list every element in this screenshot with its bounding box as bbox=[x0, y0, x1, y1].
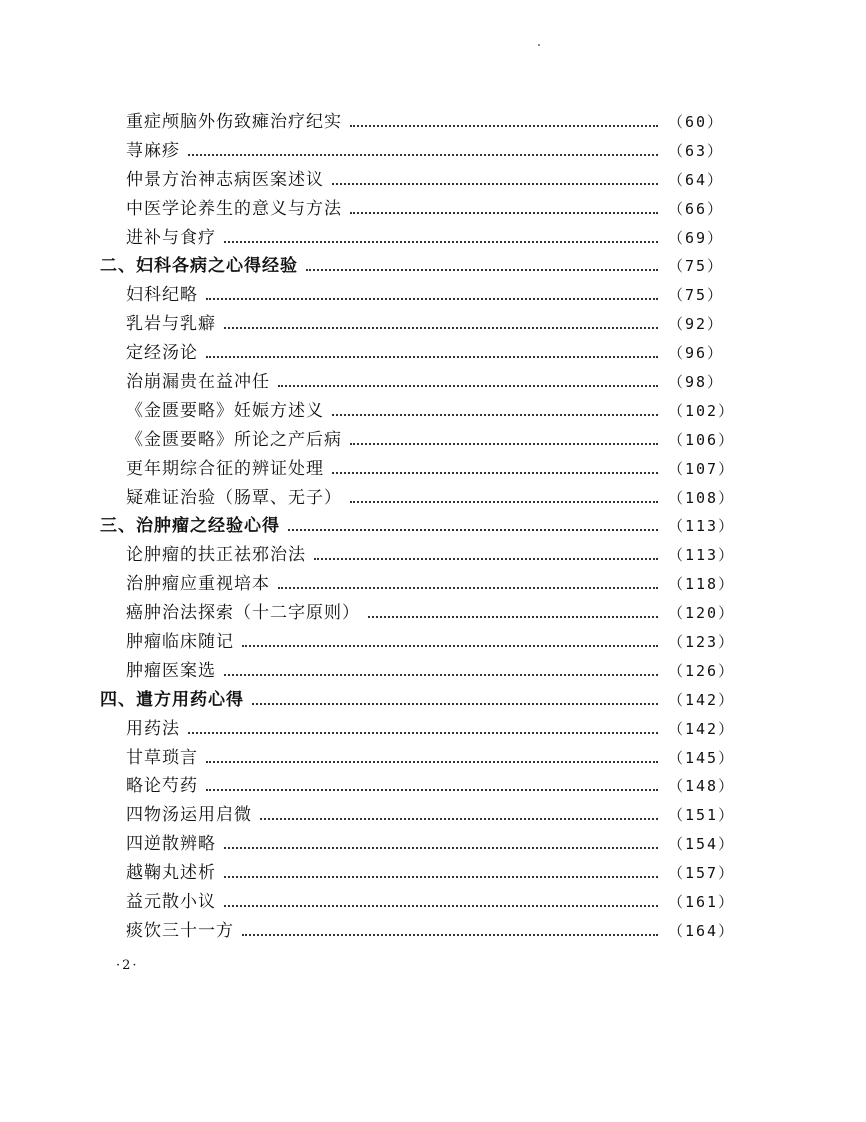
toc-entry[interactable] bbox=[100, 310, 740, 339]
toc-entry[interactable] bbox=[100, 657, 740, 686]
dot-leader bbox=[224, 326, 658, 329]
toc-title: 乳岩与乳癖 bbox=[126, 314, 216, 335]
toc-entry[interactable] bbox=[100, 368, 740, 397]
scan-speck bbox=[538, 44, 540, 46]
toc-page-number: （63） bbox=[668, 141, 725, 160]
toc-entry[interactable] bbox=[100, 801, 740, 830]
toc-entry[interactable] bbox=[100, 830, 740, 859]
toc-page-number: （157） bbox=[668, 864, 736, 883]
toc-entry[interactable] bbox=[100, 599, 740, 628]
toc-entry[interactable] bbox=[100, 570, 740, 599]
toc-title: 二、妇科各病之心得经验 bbox=[100, 256, 298, 277]
toc-title: 四逆散辨略 bbox=[126, 834, 216, 855]
toc-entry[interactable] bbox=[100, 224, 740, 253]
toc-entry[interactable] bbox=[100, 744, 740, 773]
toc-page-number: （164） bbox=[668, 921, 736, 940]
toc-entry[interactable] bbox=[100, 541, 740, 570]
dot-leader bbox=[252, 702, 658, 705]
toc-page-number: （142） bbox=[668, 690, 736, 709]
toc-page-number: （96） bbox=[668, 344, 725, 363]
dot-leader bbox=[188, 731, 658, 734]
dot-leader bbox=[332, 471, 658, 474]
dot-leader bbox=[224, 673, 658, 676]
toc-title: 重症颅脑外伤致瘫治疗纪实 bbox=[126, 111, 342, 132]
toc-entry[interactable] bbox=[100, 917, 740, 946]
dot-leader bbox=[278, 586, 658, 589]
toc-section-heading[interactable] bbox=[100, 252, 740, 281]
toc-entry[interactable] bbox=[100, 715, 740, 744]
toc-page-number: （60） bbox=[668, 112, 725, 131]
toc-title: 四、遣方用药心得 bbox=[100, 689, 244, 710]
toc-page-number: （161） bbox=[668, 892, 736, 911]
toc-title: 用药法 bbox=[126, 718, 180, 739]
toc-entry[interactable] bbox=[100, 137, 740, 166]
toc-title: 中医学论养生的意义与方法 bbox=[126, 198, 342, 219]
toc-page-number: （75） bbox=[668, 257, 725, 276]
toc-page-number: （102） bbox=[668, 401, 736, 420]
toc-page-number: （148） bbox=[668, 777, 736, 796]
toc-title: 肿瘤临床随记 bbox=[126, 631, 234, 652]
toc-page-number: （92） bbox=[668, 315, 725, 334]
dot-leader bbox=[224, 846, 658, 849]
toc-entry[interactable] bbox=[100, 859, 740, 888]
toc-title: 肿瘤医案选 bbox=[126, 660, 216, 681]
toc-title: 进补与食疗 bbox=[126, 227, 216, 248]
dot-leader bbox=[350, 442, 658, 445]
toc-entry[interactable] bbox=[100, 195, 740, 224]
toc-page-number: （123） bbox=[668, 632, 736, 651]
toc-title: 癌肿治法探索（十二字原则） bbox=[126, 603, 360, 624]
table-of-contents bbox=[100, 108, 740, 946]
toc-title: 妇科纪略 bbox=[126, 285, 198, 306]
toc-entry[interactable] bbox=[100, 888, 740, 917]
dot-leader bbox=[278, 384, 658, 387]
toc-page-number: （118） bbox=[668, 575, 736, 594]
toc-title: 痰饮三十一方 bbox=[126, 920, 234, 941]
toc-entry[interactable] bbox=[100, 772, 740, 801]
toc-title: 疑难证治验（肠覃、无子） bbox=[126, 487, 342, 508]
toc-entry[interactable] bbox=[100, 281, 740, 310]
toc-title: 四物汤运用启微 bbox=[126, 805, 252, 826]
toc-title: 治肿瘤应重视培本 bbox=[126, 574, 270, 595]
toc-page-number: （108） bbox=[668, 488, 736, 507]
toc-page-number: （126） bbox=[668, 661, 736, 680]
toc-entry[interactable] bbox=[100, 628, 740, 657]
toc-title: 三、治肿瘤之经验心得 bbox=[100, 516, 280, 537]
toc-entry[interactable] bbox=[100, 455, 740, 484]
toc-title: 仲景方治神志病医案述议 bbox=[126, 169, 324, 190]
toc-page-number: （151） bbox=[668, 806, 736, 825]
toc-entry[interactable] bbox=[100, 426, 740, 455]
toc-page-number: （120） bbox=[668, 604, 736, 623]
page-number: ·2· bbox=[116, 958, 139, 973]
toc-page-number: （69） bbox=[668, 228, 725, 247]
toc-entry[interactable] bbox=[100, 108, 740, 137]
dot-leader bbox=[188, 153, 658, 156]
toc-title: 更年期综合征的辨证处理 bbox=[126, 458, 324, 479]
toc-section-heading[interactable] bbox=[100, 686, 740, 715]
dot-leader bbox=[206, 355, 658, 358]
toc-page-number: （64） bbox=[668, 170, 725, 189]
dot-leader bbox=[206, 788, 658, 791]
dot-leader bbox=[306, 268, 658, 271]
toc-page-number: （66） bbox=[668, 199, 725, 218]
dot-leader bbox=[224, 240, 658, 243]
dot-leader bbox=[314, 557, 658, 560]
toc-entry[interactable] bbox=[100, 166, 740, 195]
toc-title: 越鞠丸述析 bbox=[126, 863, 216, 884]
dot-leader bbox=[242, 933, 658, 936]
toc-section-heading[interactable] bbox=[100, 512, 740, 541]
dot-leader bbox=[260, 817, 658, 820]
toc-page-number: （98） bbox=[668, 372, 725, 391]
dot-leader bbox=[206, 297, 658, 300]
dot-leader bbox=[288, 528, 658, 531]
toc-entry[interactable] bbox=[100, 484, 740, 513]
dot-leader bbox=[224, 904, 658, 907]
toc-page-number: （145） bbox=[668, 748, 736, 767]
dot-leader bbox=[368, 615, 658, 618]
toc-title: 荨麻疹 bbox=[126, 140, 180, 161]
toc-title: 治崩漏贵在益冲任 bbox=[126, 371, 270, 392]
dot-leader bbox=[350, 500, 658, 503]
toc-page-number: （75） bbox=[668, 286, 725, 305]
dot-leader bbox=[332, 182, 658, 185]
toc-title: 《金匮要略》妊娠方述义 bbox=[126, 400, 324, 421]
dot-leader bbox=[350, 124, 658, 127]
toc-page-number: （106） bbox=[668, 430, 736, 449]
toc-page-number: （113） bbox=[668, 546, 736, 565]
toc-title: 略论芍药 bbox=[126, 776, 198, 797]
toc-entry[interactable] bbox=[100, 339, 740, 368]
toc-title: 《金匮要略》所论之产后病 bbox=[126, 429, 342, 450]
toc-page-number: （154） bbox=[668, 835, 736, 854]
dot-leader bbox=[350, 211, 658, 214]
toc-title: 甘草琐言 bbox=[126, 747, 198, 768]
toc-title: 益元散小议 bbox=[126, 891, 216, 912]
dot-leader bbox=[242, 644, 658, 647]
dot-leader bbox=[206, 760, 658, 763]
toc-entry[interactable] bbox=[100, 397, 740, 426]
dot-leader bbox=[332, 413, 658, 416]
toc-page-number: （142） bbox=[668, 719, 736, 738]
toc-title: 论肿瘤的扶正祛邪治法 bbox=[126, 545, 306, 566]
dot-leader bbox=[224, 875, 658, 878]
toc-title: 定经汤论 bbox=[126, 343, 198, 364]
toc-page-number: （113） bbox=[668, 517, 736, 536]
toc-page-number: （107） bbox=[668, 459, 736, 478]
